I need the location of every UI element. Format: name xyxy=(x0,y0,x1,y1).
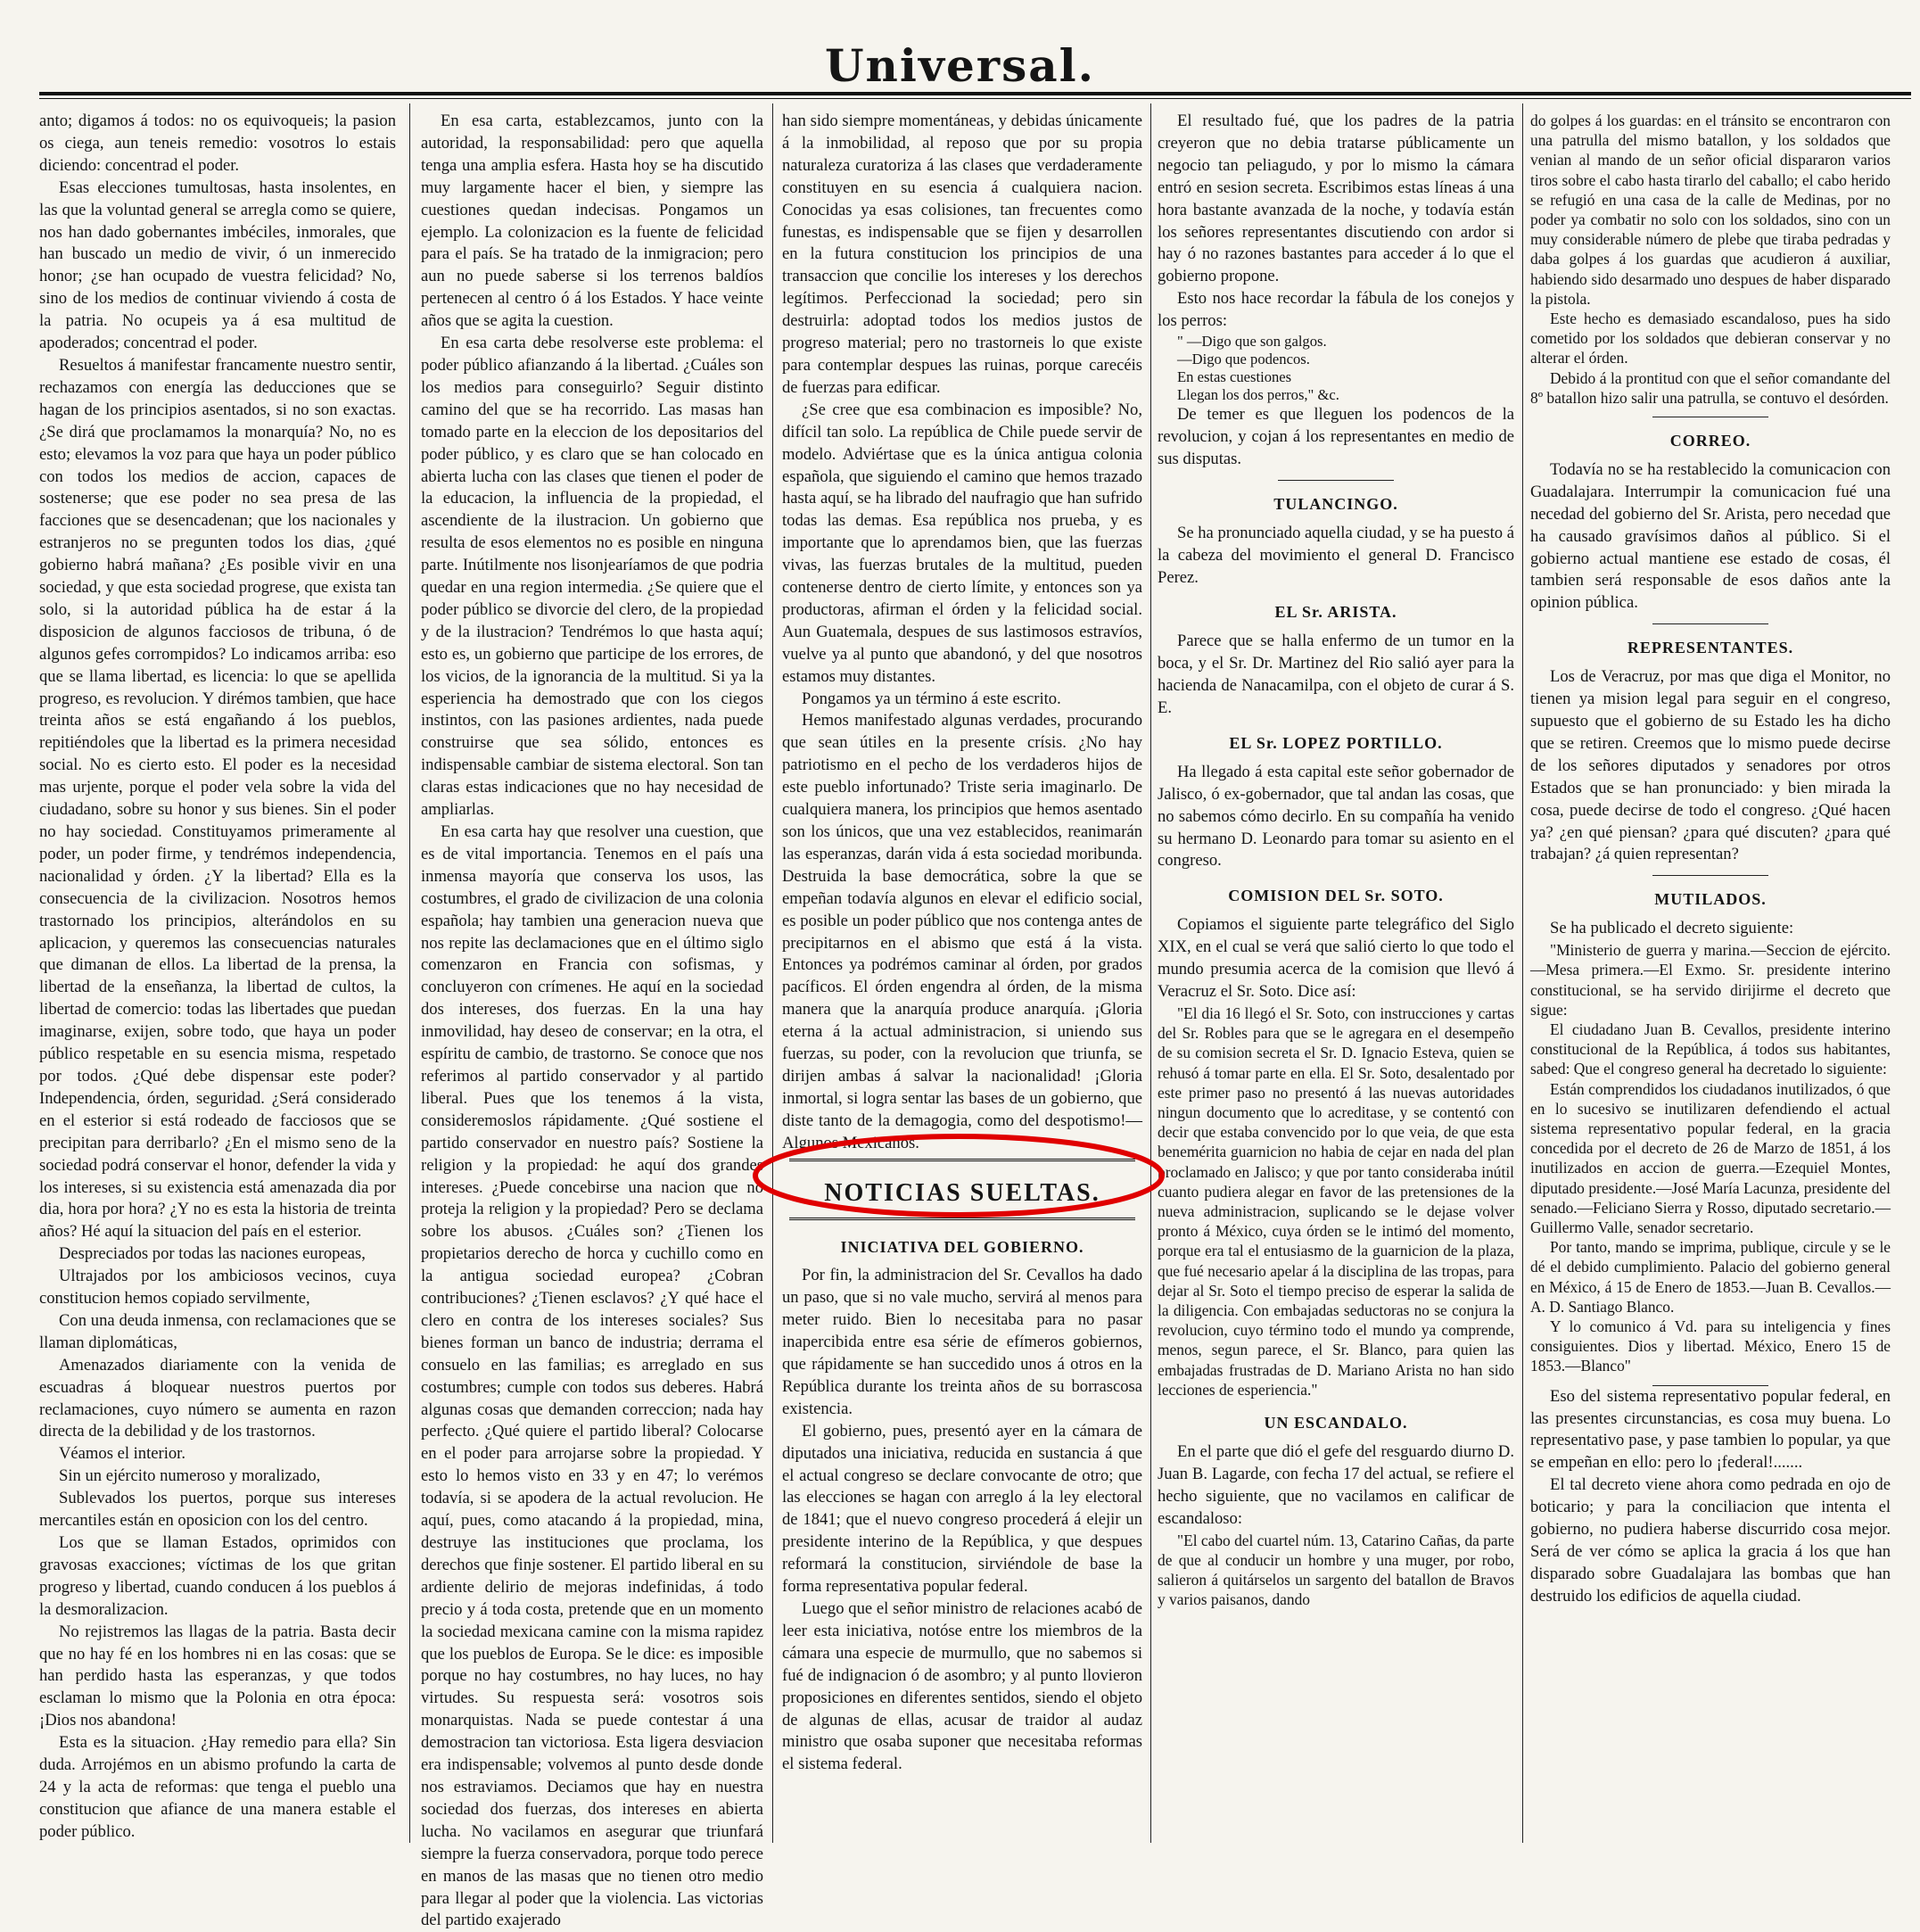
paragraph: Hemos manifestado algunas verdades, procurando que sean útiles en la presente crísis. ¿No hay patriotismo en el pecho de los verdaderos hijos de este pueblo infortunado? Triste seria imaginarlo. De cualquiera manera, los principios que hemos asentado son los únicos, que una vez establecidos, reanimarán las esperanzas, darán vida á esta sociedad moribunda. Destruida la base democrática, sobre la que se empeñan todavía algunos en elevar el edificio social, es posible un poder público que nos contenga antes de precipitarnos en el abismo que está á la vista. Entonces ya podrémos caminar al órden, por grados pacíficos. El órden engendra al órden, de la misma manera que la anarquía produce anarquía. ¡Gloria eterna á la actual administracion, si uniendo sus fuerzas, su poder, con la revolucion que triunfa, se dirijen ambas á salvar la nacionalidad! ¡Gloria inmortal, si logra sentar las bases de un gobierno, que diste tanto de la demagogia, como del despotismo!—Algunos Mexicanos. xyxy=(782,711,1142,1152)
page-columns xyxy=(0,111,1920,1930)
paragraph: Resueltos á manifestar francamente nuestro sentir, rechazamos con energía las deducciones que se hagan de los principios asentados, si no son exactas. ¿Se dirá que proclamamos la monarquía? No, no es esto; elevamos la voz para que haya un poder público con todos los medios de accion, capaces de sostenerse; que ese poder no sea presa de las facciones que se desencadenan; que los nacionales y estranjeros no se pregunten todos los dias, ¿qué gobierno habrá mañana? ¿Es posible vivir en una sociedad, y que esta sociedad progrese, que exista tan solo, si la autoridad pública ha de estar á la disposicion de algunos facciosos de tribuna, ó de algunos gefes corrompidos? Lo indicamos arriba: eso que se llama libertad, es licencia: lo que se apellida progreso, es revolucion. Y dirémos tambien, que hace treinta años se está engañando á los pueblos, repitiéndoles que la libertad es la primera necesidad social. No es cierto esto. El poder es la necesidad mas urjente, porque el poder vela sobre la vida del ciudadano, sobre su honor y sus bienes. Sin el poder no hay sociedad. Constituyamos primeramente al poder, un poder firme, y tendrémos independencia, nacionalidad y órden. ¿Y la libertad? Ella es la consecuencia de la civilizacion. Nosotros hemos trastornado los principios, alterándolos en su aplicacion, y queremos las consecuencias naturales que dimanan de ellos. La libertad de la prensa, la libertad de la enseñanza, la libertad de cultos, la libertad de comercio: todas las libertades que puedan imaginarse, exijen, sobre todo, que haya un poder público respetable en su esencia misma, respetado por todos. ¿Qué debe dispensar este poder? Independencia, órden, seguridad. ¿Será considerado en el esterior si está rodeado de facciosos que se precipitan para derribarlo? ¿En el mismo seno de la sociedad podrá conservar el honor, defender la vida y los intereses, si su existencia está amenazada dia por dia, hora por hora? ¿Y no es esta la historia de treinta años? Hé aquí la situacion del país en el esterior. xyxy=(39,355,396,1242)
section-heading: COMISION DEL Sr. SOTO. xyxy=(1228,887,1444,905)
paragraph: Esto nos hace recordar la fábula de los conejos y los perros: xyxy=(1158,289,1514,331)
paragraph: El gobierno, pues, presentó ayer en la cámara de diputados una iniciativa, reducida en sustancia á que el actual congreso se declare convocante de otro; que las elecciones se hagan con arreglo á la ley electoral de 1841; que el nuevo congreso procederá á elejir un presidente interino de la República, y que despues reformará la constitucion, sirviéndole de base la forma representativa popular federal. xyxy=(782,1421,1142,1597)
paragraph: "Ministerio de guerra y marina.—Seccion de ejército.—Mesa primera.—El Exmo. Sr. presidente interino constitucional, se ha servido dirijirme el decreto que sigue: xyxy=(1530,941,1891,1019)
paragraph: Todavía no se ha restablecido la comunicacion con Guadalajara. Interrumpir la comunicacion fué una necedad del gobierno del Sr. Arista, pero necedad que ha causado gravísimos daños al público. Si el gobierno actual mantiene ese estado de cosas, él tambien será responsable de esos daños ante la opinion pública. xyxy=(1530,459,1891,613)
verse-line: " —Digo que son galgos. xyxy=(1177,333,1327,351)
paragraph: El ciudadano Juan B. Cevallos, presidente interino constitucional de la República, á todos sus habitantes, sabed: Que el congreso general ha decretado lo siguiente: xyxy=(1530,1020,1891,1078)
paragraph: En esa carta, establezcamos, junto con la autoridad, la responsabilidad: pero que aquella tenga una amplia esfera. Hasta hoy se ha discutido muy largamente hacer el bien, y siempre las cuestiones quedan indecisas. Pongamos un ejemplo. La colonizacion es la fuente de felicidad para el país. Se ha tratado de la inmigracion; pero aun no puede saberse si los terrenos baldíos pertenecen al centro ó á los Estados. Y hace veinte años que se agita la cuestion. xyxy=(421,111,763,331)
red-circle-annotation xyxy=(749,1131,1168,1220)
paragraph: De temer es que lleguen los podencos de la revolucion, y cojan á los representantes en medio de sus disputas. xyxy=(1158,405,1514,468)
paragraph: Se ha publicado el decreto siguiente: xyxy=(1550,919,1794,938)
paragraph: Copiamos el siguiente parte telegráfico del Siglo XIX, en el cual se verá que salió cierto lo que todo el mundo presumia acerca de la comision que llevó á Veracruz el Sr. Soto. Dice así: xyxy=(1158,915,1514,1001)
paragraph: Luego que el señor ministro de relaciones acabó de leer esta iniciativa, notóse entre los miembros de la cámara una especie de murmullo, que no sabemos si fué de indignacion ó de asombro; y al punto llovieron proposiciones en diferentes sentidos, siendo el objeto de algunas de ellas, acusar de traidor al audaz ministro que osaba suponer que necesitaba reformas el sistema federal. xyxy=(782,1599,1142,1774)
paragraph: Y lo comunico á Vd. para su inteligencia y fines consiguientes. Dios y libertad. México, Enero 15 de 1853.—Blanco" xyxy=(1530,1317,1891,1375)
paragraph: Por tanto, mando se imprima, publique, circule y se le dé el debido cumplimiento. Palacio del gobierno general en México, á 15 de Enero de 1853.—Juan B. Cevallos.—A. D. Santiago Blanco. xyxy=(1530,1238,1891,1316)
paragraph: "El dia 16 llegó el Sr. Soto, con instrucciones y cartas del Sr. Robles para que se le agregara en el desempeño de su comision secreta el Sr. D. Ignacio Esteva, quien se rehusó á tomar parte en ella. El Sr. Soto, desalentado por este primer paso no presentó á las nuevas autoridades ningun documento que lo acreditase, y se contentó con decir que estaba convencido por lo que veia, de que esta benemérita guarnicion no habia de cejar en nada del plan proclamado en Jalisco; y que por tanto consideraba inútil cuanto pudiera alegar en favor de las pretensiones de la nueva administracion, suplicando se le dejase volver pronto á México, cuya órden se le intimó del momento, porque era tal el entusiasmo de la guarnicion de la plaza, que fué necesario apelar á la disciplina de las tropas, para dejar al Sr. Soto el tiempo preciso de esperar la salida de la diligencia. Con embajadas seductoras no se conjura la revolucion, cuyo término todo el mundo ya comprende, menos, segun parece, el Sr. Blanco, para quien las embajadas frustradas de D. Mariano Arista no han sido lecciones de esperiencia." xyxy=(1158,1003,1514,1399)
paragraph: Por fin, la administracion del Sr. Cevallos ha dado un paso, que si no vale mucho, servirá al menos para meter ruido. Bien lo necesitaba para no pasar inapercibida entre esa série de efímeros gobiernos, que rápidamente se han succedido unos á otros en la República durante los treinta años de su borrascosa existencia. xyxy=(782,1266,1142,1418)
paragraph: Véamos el interior. xyxy=(59,1444,185,1464)
masthead xyxy=(0,0,1920,96)
paragraph: No rejistremos las llagas de la patria. Basta decir que no hay fé en los hombres ni en las cosas: que se han perdido hasta las esperanzas, y que todos esclaman lo mismo que la Polonia en otra época: ¡Dios nos abandona! xyxy=(39,1622,396,1730)
column-2 xyxy=(421,111,763,1930)
section-heading: CORREO. xyxy=(1669,432,1751,450)
paragraph: ¿Se cree que esa combinacion es imposible? No, difícil tan solo. La república de Chile puede servir de modelo. Adviértase que es la única antigua colonia española, que siguiendo el camino que hemos trazado hasta aquí, se ha librado del naufragio que han sufrido todas las demas. Esa república nos prueba, y es importante que lo aprendamos bien, que las fuerzas vivas, las fuerzas brutales de la multitud, pueden contenerse dentro de cierto límite, y entonces son ya productoras, afirman el órden y la felicidad social. Aun Guatemala, despues de sus lastimosos estravíos, vuelve ya al punto que abandonó, y del que nosotros estamos muy distantes. xyxy=(782,400,1142,686)
paragraph: Ha llegado á esta capital este señor gobernador de Jalisco, ó ex-gobernador, que tal andan las cosas, que no sabemos cómo decirlo. En su compañía ha venido su hermano D. Leonardo para tomar su asiento en el congreso. xyxy=(1158,762,1514,871)
paragraph: anto; digamos á todos: no os equivoqueis; la pasion os ciega, aun teneis remedio: vosotros lo estais diciendo: concentrad el poder. xyxy=(39,111,396,175)
paragraph: Con una deuda inmensa, con reclamaciones que se llaman diplomáticas, xyxy=(39,1310,396,1352)
paragraph: Parece que se halla enfermo de un tumor en la boca, y el Sr. Dr. Martinez del Rio salió ayer para la hacienda de Nanacamilpa, con el objeto de curar á S. E. xyxy=(1158,632,1514,718)
paragraph: Ultrajados por los ambiciosos vecinos, cuya constitucion hemos copiado servilmente, xyxy=(39,1267,396,1309)
paragraph: En esa carta debe resolverse este problema: el poder público afianzando á la libertad. ¿Cuáles son los medios para conseguirlo? Seguir distinto camino del que se ha recorrido. Las masas han tomado parte en la eleccion de los depositarios del poder público, y es claro que se han colocado en abierta lucha con las clases que tienen el poder de la educacion, la influencia de la propiedad, el ascendiente de la ilustracion. Un gobierno que resulta de esos elementos no es posible en ninguna parte. Inútilmente nos lisonjearíamos de que podria quedar en una region intermedia. ¿Se quiere que el poder público se divorcie del clero, de la propiedad y de la ilustracion? Tendrémos lo que hasta aquí; esto es, un gobierno que participe de los errores, de los vicios, de la ignorancia de la multitud. Si ya la esperiencia ha demostrado que con los ciegos instintos, con las pasiones ardientes, nada puede construirse que sea sólido, entonces es indispensable cambiar de sistema electoral. Son tan claras estas indicaciones que no hay necesidad de ampliarlas. xyxy=(421,334,763,820)
paragraph: Esas elecciones tumultosas, hasta insolentes, en las que la voluntad general se arregla como se quiere, nos han dado gobernantes imbéciles, inmorales, que han buscado un medio de vivir, ó un inmerecido honor; ¿se han ocupado de vuestra felicidad? No, sino de los medios de continuar viviendo á costa de la patria. No ocupeis ya á esa multitud de apoderados; concentrad el poder. xyxy=(39,178,396,353)
newspaper-title: Universal. xyxy=(824,39,1096,92)
column-1 xyxy=(39,111,396,1841)
section-heading: INICIATIVA DEL GOBIERNO. xyxy=(840,1237,1084,1256)
paragraph: Se ha pronunciado aquella ciudad, y se ha puesto á la cabeza del movimiento el general D. Francisco Perez. xyxy=(1158,523,1514,587)
noticias-sueltas-heading: NOTICIAS SUELTAS. xyxy=(824,1178,1100,1207)
paragraph: Amenazados diariamente con la venida de escuadras á bloquear nuestros puertos por reclamaciones, cuyo número se aumenta en razon directa de la debilidad y de los trastornos. xyxy=(39,1355,396,1441)
section-heading: EL Sr. ARISTA. xyxy=(1274,603,1397,622)
paragraph: Los de Veracruz, por mas que diga el Monitor, no tienen ya mision legal para seguir en el congreso, supuesto que el gobierno de su Estado les ha dicho que se retiren. Creemos que lo mismo puede decirse de los señores diputados y senadores por otros Estados que se han pronunciado: y bien mirada la cosa, puede decirse de todo el congreso. ¿Qué hacen ya? ¿en qué piensan? ¿para qué discuten? ¿para qué trabajan? ¿á quien representan? xyxy=(1530,667,1891,864)
paragraph: Debido á la prontitud con que el señor comandante del 8º batallon hizo salir una patrulla, se contuvo el desórden. xyxy=(1530,368,1891,407)
paragraph: Sin un ejército numeroso y moralizado, xyxy=(59,1466,321,1486)
paragraph: Pongamos ya un término á este escrito. xyxy=(802,689,1061,708)
section-heading: REPRESENTANTES. xyxy=(1627,639,1794,657)
column-4 xyxy=(1158,111,1514,1841)
paragraph: El tal decreto viene ahora como pedrada en ojo de boticario; y para la conciliacion que intenta el gobierno, no pudiera haberse discurrido cosa mejor. Será de ver cómo se aplica la gracia á los que han disparado sobre Guadalajara las bombas que han destruido los edificios de aquella ciudad. xyxy=(1530,1475,1891,1606)
paragraph: Despreciados por todas las naciones europeas, xyxy=(59,1244,366,1264)
paragraph: Eso del sistema representativo popular federal, en las presentes circunstancias, es cosa muy buena. Lo representativo pase, y pase tambien lo popular, ya que se empeñan en ello: pero lo ¡federal!....... xyxy=(1530,1386,1891,1473)
section-separator xyxy=(1652,875,1768,876)
section-heading: UN ESCANDALO. xyxy=(1264,1413,1408,1432)
paragraph: Están comprendidos los ciudadanos inutilizados, ó que en lo sucesivo se inutilizaren defendiendo el actual sistema representativo popular federal, en la gracia concedida por el decreto de 26 de Marzo de 1851, á los inutilizados en accion de guerra.—Ezequiel Montes, diputado presidente.—José María Lacunza, presidente del senado.—Feliciano Sierra y Rosso, diputado secretario.—Guillermo Valle, senador secretario. xyxy=(1530,1079,1891,1237)
paragraph: Los que se llaman Estados, oprimidos con gravosas exacciones; víctimas de los que gritan progreso y libertad, cuando conducen á los pueblos á la desmoralizacion. xyxy=(39,1533,396,1619)
paragraph: han sido siempre momentáneas, y debidas únicamente á la inmobilidad, al reposo que por su propia naturaleza curatoriza á las clases que verdaderamente constituyen en su esencia á cualquiera nacion. Conocidas ya esas colisiones, tan frecuentes como funestas, es indispensable que se fijen y desarrollen en la futura constitucion los principios de una transaccion que concilie los intereses y los derechos legítimos. Perfeccionad la sociedad; pero sin destruirla: adoptad todos los medios justos de progreso material; pero no trastorneis lo que existe para contemplar despues las ruinas, porque carecéis de fuerzas para edificar. xyxy=(782,111,1142,397)
paragraph: Este hecho es demasiado escandaloso, pues ha sido cometido por los soldados que debieran conservar y no alterar el órden. xyxy=(1530,310,1891,367)
header-rule xyxy=(39,92,1911,99)
section-heading: MUTILADOS. xyxy=(1654,890,1767,909)
column-3 xyxy=(782,111,1142,1841)
paragraph: El resultado fué, que los padres de la patria creyeron que no debia tratarse públicamente un negocio tan peliagudo, y por lo mismo la cámara entró en sesion secreta. Escribimos estas líneas á una hora bastante avanzada de la noche, y todavía están los señores representantes discutiendo con ardor si hay ó no razones bastantes para acceder á lo que el gobierno propone. xyxy=(1158,111,1514,286)
verse-line: Llegan los dos perros," &c. xyxy=(1177,386,1339,404)
section-heading: EL Sr. LOPEZ PORTILLO. xyxy=(1229,733,1443,752)
paragraph: "El cabo del cuartel núm. 13, Catarino Cañas, da parte de que al conducir un hombre y una muger, por robo, salieron á quitárselos un sargento del batallon de Bravos y varios paisanos, dando xyxy=(1158,1531,1514,1609)
section-heading: TULANCINGO. xyxy=(1273,494,1398,513)
paragraph: En el parte que dió el gefe del resguardo diurno D. Juan B. Lagarde, con fecha 17 del actual, se refiere el hecho siguiente, que no vacilamos en calificar de escandaloso: xyxy=(1158,1441,1514,1528)
paragraph: Sublevados los puertos, porque sus intereses mercantiles están en oposicion con los del centro. xyxy=(39,1489,396,1531)
section-separator xyxy=(1278,480,1394,481)
paragraph: Esta es la situacion. ¿Hay remedio para ella? Sin duda. Arrojémos en un abismo profundo la carta de 24 y la acta de reformas: que tenga el pueblo una constitucion que afiance de una manera estable el poder público. xyxy=(39,1733,396,1841)
section-separator xyxy=(1652,623,1768,624)
paragraph: En esa carta hay que resolver una cuestion, que es de vital importancia. Tenemos en el país una inmensa mayoría que conserva los usos, las costumbres, el grado de civilizacion de una colonia española; hay tambien una generacion nueva que nos repite las declamaciones que en el último siglo comenzaron en Francia con sofismas, y concluyeron con crímenes. He aquí en la sociedad dos intereses, dos fuerzas. En la una hay inmovilidad, hay deseo de conservar; en la otra, el espíritu de cambio, de trastorno. Se conoce que nos referimos al partido conservador y al partido liberal. Pues que los tenemos á la vista, consideremoslos rápidamente. ¿Qué sostiene el partido conservador en nuestro país? Sostiene la religion y la propiedad: he aquí dos grandes intereses. ¿Puede concebirse una nacion que no proteja la religion y la propiedad? Pero se declama sobre los abusos. ¿Cuáles son? ¿Tienen los propietarios derecho de horca y cuchillo como en la antigua sociedad europea? ¿Cobran contribuciones? ¿Tienen esclavos? ¿Y qué hace el clero en contra de los intereses sociales? Sus bienes forman un banco de industria; derrama el consuelo en las familias; es arreglado en sus costumbres; cumple con todos sus deberes. Habrá algunas cosas que demanden correccion; nada hay perfecto. ¿Qué quiere el partido liberal? Colocarse en el poder para arrojarse sobre la propiedad. Y esto lo hemos visto en 33 y en 47; lo verémos todavía, si se apodera de la actual revolucion. He aquí, pues, como atacando á la propiedad, mina, destruye las instituciones que proclama, los derechos que finje sostener. El partido liberal en su ardiente delirio de mejoras indefinidas, á todo precio y á toda costa, pretende que en un momento la sociedad mexicana camine con la misma rapidez que los pueblos de Europa. Se le dice: es imposible porque no hay costumbres, no hay luces, no hay virtudes. Su respuesta será: vosotros sois monarquistas. Nada se puede contestar á una demostracion tan victoriosa. Esta ligera desviacion era indispensable; volvemos al punto desde donde nos estraviamos. Deciamos que hay en nuestra sociedad dos fuerzas, dos intereses en abierta lucha. No vacilamos en asegurar que triunfará siempre la fuerza conservadora, porque todo perece en manos de las masas que no tienen otro medio para llegar al poder que la violencia. Las victorias del partido exajerado xyxy=(421,822,763,1930)
paragraph: do golpes á los guardas: en el tránsito se encontraron con una patrulla del mismo batallon, y los soldados que venian al mando de un señor oficial dispararon varios tiros sobre el cabo hasta tirarlo del caballo; el cabo herido se refugió en una casa de la calle de Medinas, por no poder ya combatir no solo con los soldados, sino con un muy considerable número de plebe que tiraba pedradas y daba golpes á los guardas que acudieron á auxiliar, habiendo sido desarmado uno despues de haber disparado la pistola. xyxy=(1530,111,1891,308)
verse-line: —Digo que podencos. xyxy=(1177,351,1310,368)
verse-line: En estas cuestiones xyxy=(1177,368,1292,386)
column-5 xyxy=(1530,111,1891,1841)
